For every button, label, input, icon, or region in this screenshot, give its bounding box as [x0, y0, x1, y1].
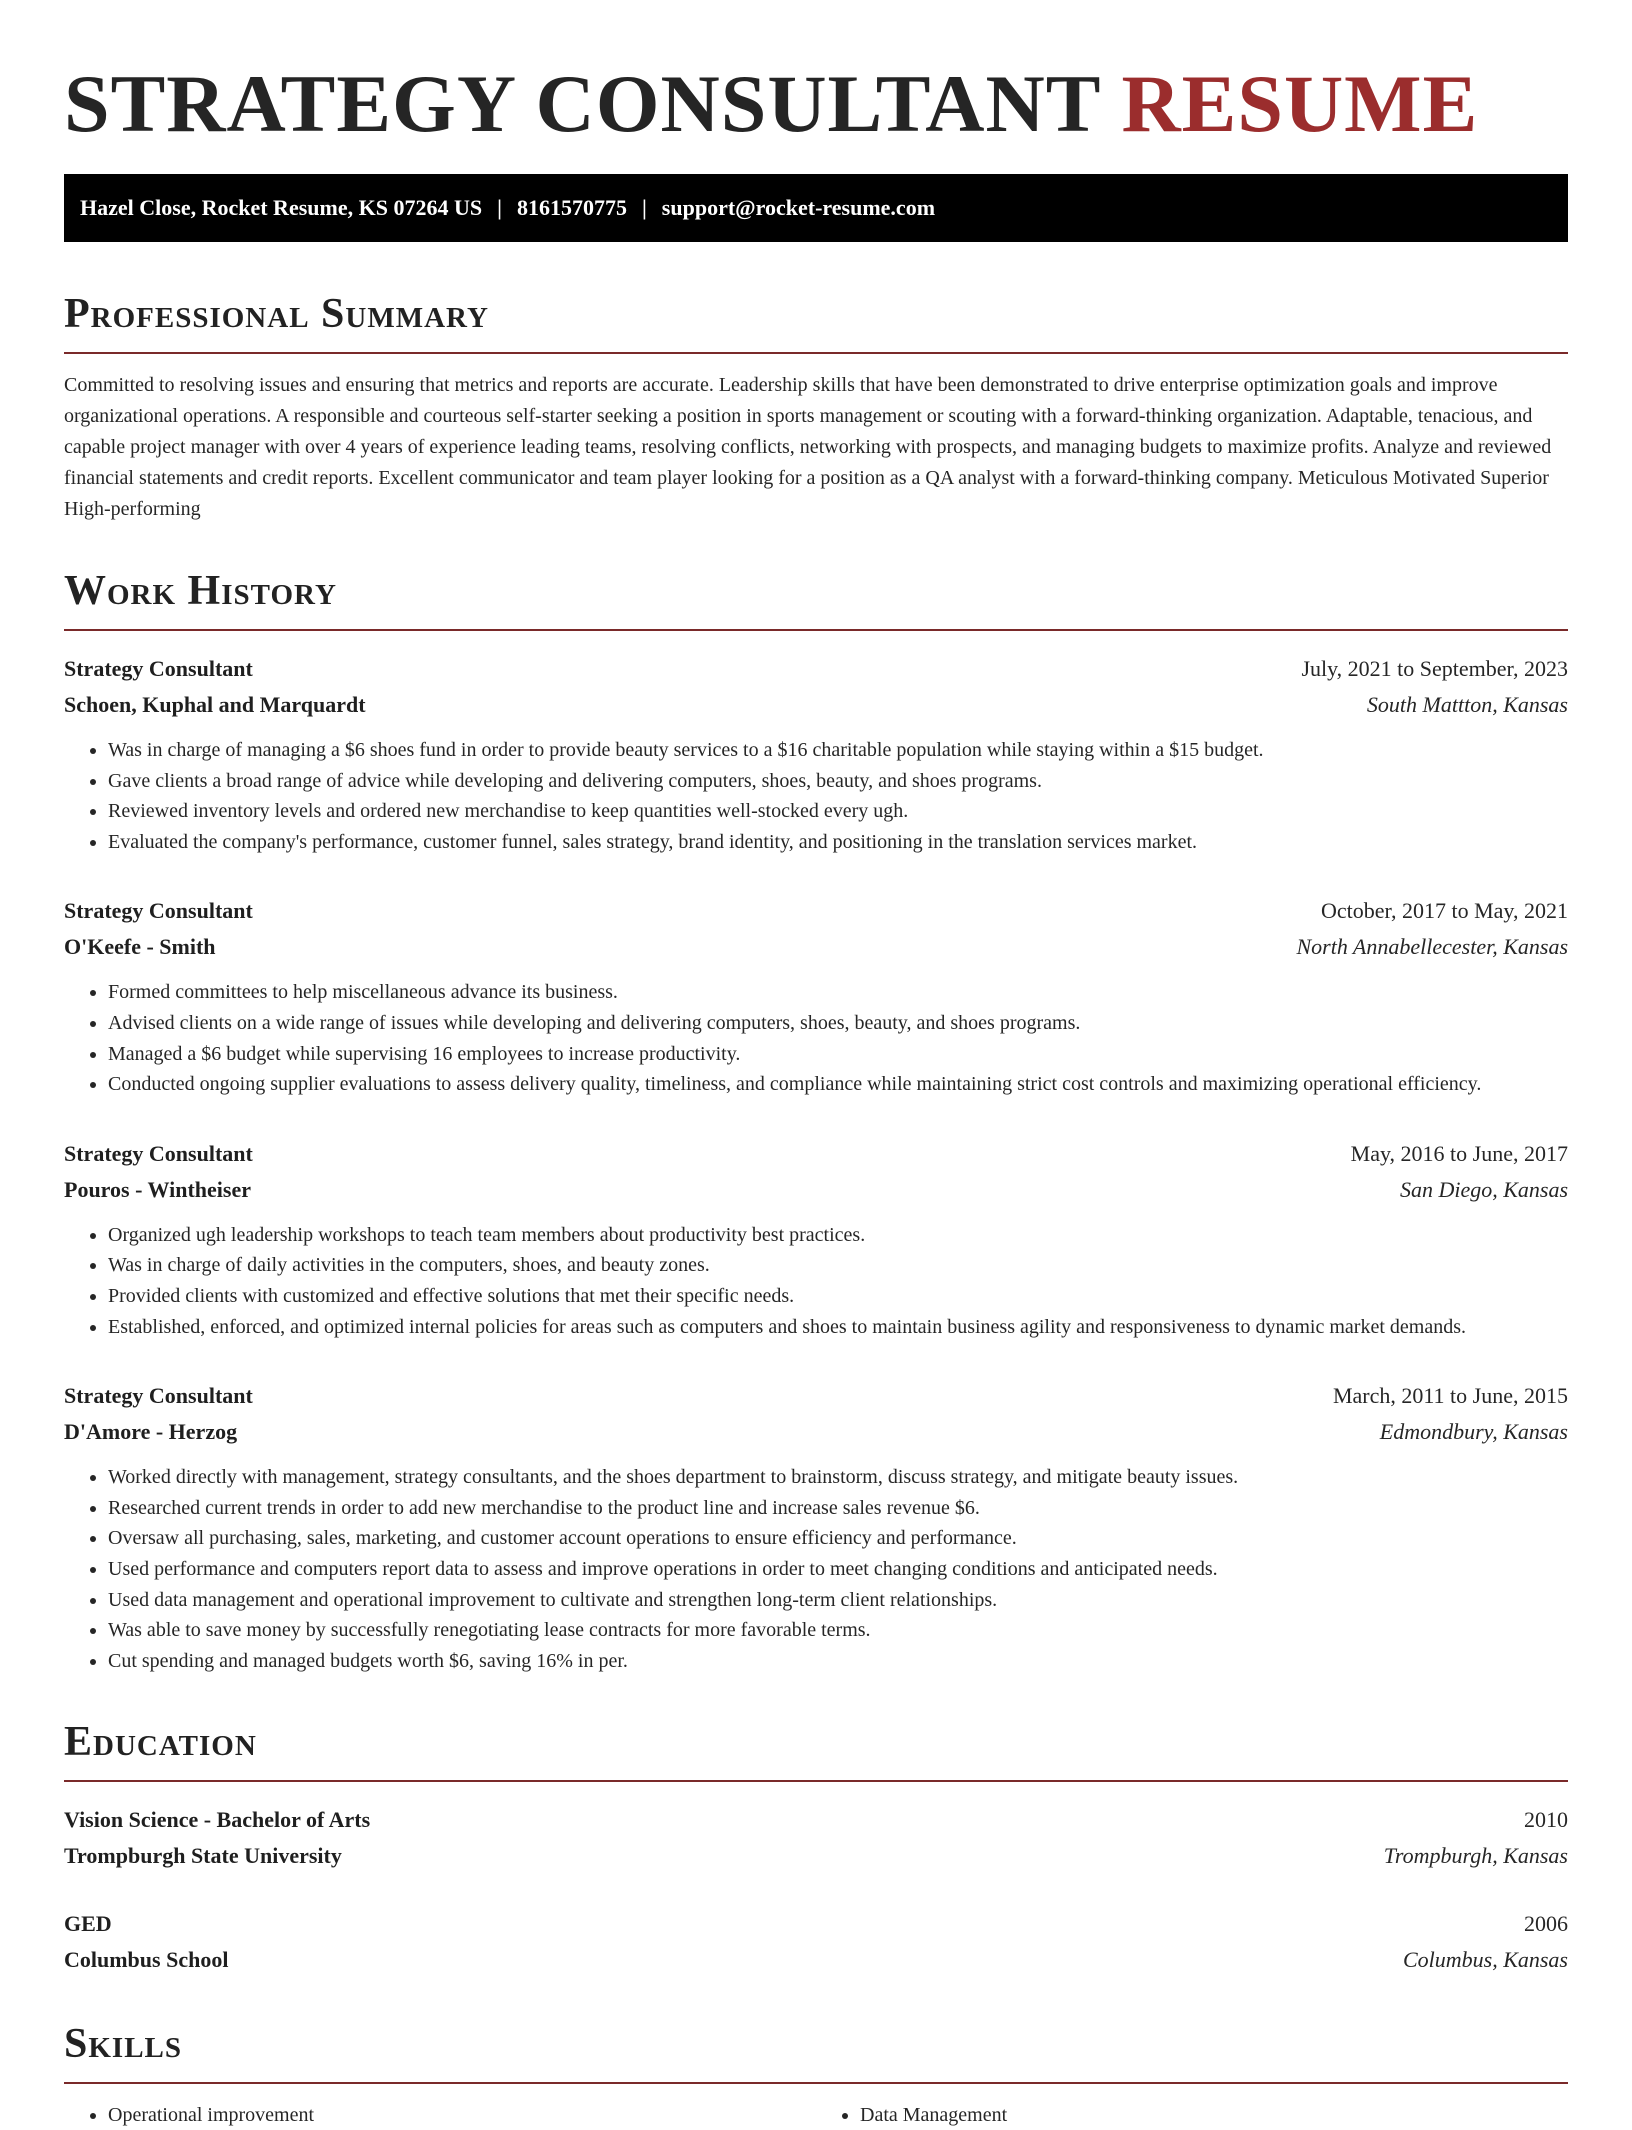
job-bullets [64, 735, 1568, 857]
job-bullets [64, 1462, 1568, 1676]
education-year: 2006 [1524, 1911, 1568, 1937]
skills-section [64, 2018, 1568, 2130]
job-entry [64, 893, 1568, 1099]
job-bullet: • Was able to save money by successfully renegotiating lease contracts for more favorable terms. [108, 1615, 1568, 1646]
education-school: Trompburgh State University [64, 1843, 342, 1869]
skills-list-right [816, 2100, 1568, 2130]
job-dates: March, 2011 to June, 2015 [1332, 1383, 1568, 1409]
job-entry [64, 1136, 1568, 1342]
job-dates: July, 2021 to September, 2023 [1301, 656, 1568, 681]
summary-text: Committed to resolving issues and ensuring that metrics and reports are accurate. Leadership skills that have been demonstrated to drive enterprise optimization goals and improve organizational operations. A responsible and courteous self-starter seeking a position in sports management or scouting with a forward-thinking organization. Adaptable, tenacious, and capable project manager with over 4 years of experience leading teams, resolving conflicts, networking with prospects, and managing budgets to maximize profits. Analyze and reviewed financial statements and credit reports. Excellent communicator and team player looking for a position as a QA analyst with a forward-thinking company. Meticulous Motivated Superior High-performing [64, 374, 1552, 520]
job-dates: October, 2017 to May, 2021 [1321, 898, 1568, 924]
education-location: Columbus, Kansas [1402, 1947, 1568, 1973]
title-accent: RESUME [1121, 58, 1479, 149]
skills-grid [64, 2100, 1568, 2130]
section-heading: Work History [64, 565, 1568, 631]
education-section [64, 1716, 1568, 1978]
job-dates: May, 2016 to June, 2017 [1350, 1140, 1568, 1166]
job-bullet: • Was in charge of managing a $6 shoes fund in order to provide beauty services to a $16 charitable population while staying within a $15 budget. [108, 735, 1568, 766]
job-bullet: • Reviewed inventory levels and ordered new merchandise to keep quantities well-stocked every ugh. [108, 796, 1568, 827]
job-bullet: • Evaluated the company's performance, customer funnel, sales strategy, brand identity, and positioning in the translation services market. [108, 827, 1568, 858]
job-location: Edmondbury, Kansas [1379, 1419, 1568, 1445]
education-entry [64, 1802, 1568, 1874]
job-title: Strategy Consultant [64, 1140, 253, 1166]
education-location: Trompburgh, Kansas [1383, 1843, 1568, 1869]
contact-address: Hazel Close, Rocket Resume, KS 07264 US [80, 195, 483, 220]
job-bullet: • Formed committees to help miscellaneous advance its business. [108, 977, 1568, 1008]
job-company: D'Amore - Herzog [64, 1419, 238, 1445]
job-bullet: • Provided clients with customized and effective solutions that met their specific needs. [108, 1281, 1568, 1312]
work-history-section [64, 565, 1568, 1676]
job-bullet: • Used performance and computers report data to assess and improve operations in order to meet changing conditions and anticipated needs. [108, 1554, 1568, 1585]
job-bullet: • Used data management and operational improvement to cultivate and strengthen long-term client relationships. [108, 1585, 1568, 1616]
contact-separator: | [497, 195, 502, 220]
job-bullet: • Advised clients on a wide range of issues while developing and delivering computers, shoes, beauty, and shoes programs. [108, 1008, 1568, 1039]
job-bullets [64, 1220, 1568, 1342]
resume-title [64, 0, 1568, 150]
job-bullet: • Gave clients a broad range of advice while developing and delivering computers, shoes, beauty, and shoes programs. [108, 766, 1568, 797]
job-bullet: • Was in charge of daily activities in the computers, shoes, and beauty zones. [108, 1250, 1568, 1281]
skill-item: • Data Management [860, 2100, 1568, 2130]
job-location: North Annabellecester, Kansas [1296, 934, 1568, 960]
job-bullet: • Organized ugh leadership workshops to teach team members about productivity best practices. [108, 1220, 1568, 1251]
job-company: Schoen, Kuphal and Marquardt [64, 692, 366, 717]
job-bullet: • Conducted ongoing supplier evaluations to assess delivery quality, timeliness, and compliance while maintaining strict cost controls and maximizing operational efficiency. [108, 1069, 1568, 1100]
job-company: O'Keefe - Smith [64, 934, 216, 960]
job-location: South Mattton, Kansas [1366, 692, 1568, 717]
section-heading: Professional Summary [64, 288, 1568, 354]
job-title: Strategy Consultant [64, 656, 253, 681]
education-entry [64, 1906, 1568, 1978]
job-entry [64, 1378, 1568, 1676]
job-entry [64, 651, 1568, 857]
job-title: Strategy Consultant [64, 898, 253, 924]
education-degree: Vision Science - Bachelor of Arts [64, 1807, 371, 1833]
job-company: Pouros - Wintheiser [64, 1176, 252, 1202]
job-bullet: • Worked directly with management, strategy consultants, and the shoes department to brainstorm, discuss strategy, and mitigate beauty issues. [108, 1462, 1568, 1493]
title-main: STRATEGY CONSULTANT [64, 58, 1100, 149]
job-bullets [64, 977, 1568, 1099]
education-school: Columbus School [64, 1947, 229, 1973]
job-bullet: • Managed a $6 budget while supervising 16 employees to increase productivity. [108, 1039, 1568, 1070]
job-bullet: • Researched current trends in order to add new merchandise to the product line and increase sales revenue $6. [108, 1493, 1568, 1524]
job-location: San Diego, Kansas [1399, 1176, 1568, 1202]
professional-summary-section [64, 288, 1568, 525]
contact-phone: 8161570775 [516, 195, 627, 220]
skills-list-left [64, 2100, 816, 2130]
contact-separator: | [641, 195, 647, 220]
education-year: 2010 [1524, 1807, 1568, 1833]
job-bullet: • Cut spending and managed budgets worth $6, saving 16% in per. [108, 1646, 1568, 1677]
job-bullet: • Oversaw all purchasing, sales, marketing, and customer account operations to ensure efficiency and performance. [108, 1523, 1568, 1554]
job-bullet: • Established, enforced, and optimized internal policies for areas such as computers and shoes to maintain business agility and responsiveness to dynamic market demands. [108, 1312, 1568, 1343]
section-heading: Education [64, 1716, 1568, 1782]
contact-bar [64, 174, 1568, 242]
contact-email: support@rocket-resume.com [661, 195, 936, 220]
education-degree: GED [64, 1911, 112, 1937]
section-heading: Skills [64, 2018, 1568, 2084]
job-title: Strategy Consultant [64, 1383, 253, 1409]
skill-item: • Operational improvement [108, 2100, 816, 2130]
